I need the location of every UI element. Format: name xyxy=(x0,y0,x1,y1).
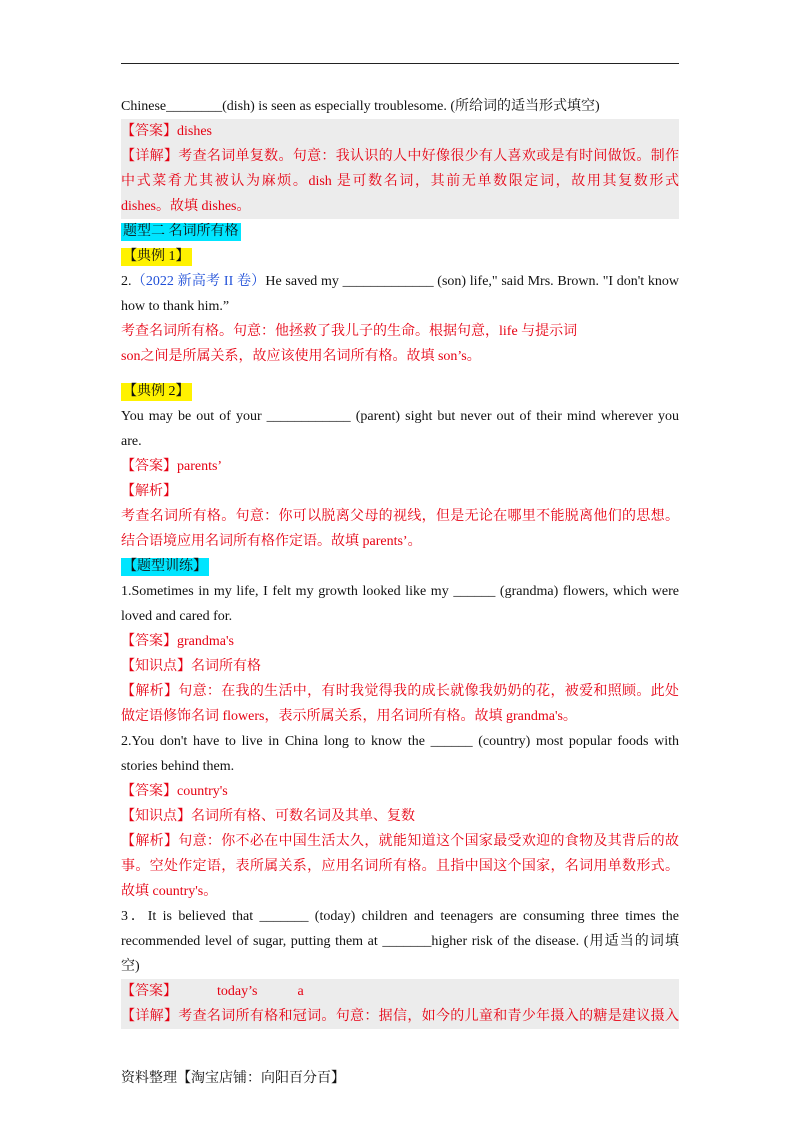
question-text: stories behind them. xyxy=(121,759,235,774)
answer-block xyxy=(121,119,679,219)
detail-line: 【详解】考查名词单复数。句意：我认识的人中好像很少有人喜欢或是有时间做饭。制作 xyxy=(121,149,679,164)
answer-block xyxy=(121,979,679,1029)
question-text: 2.（2022 新高考 II 卷）He saved my _____________ (son) life," said Mrs. Brown. "I don't know xyxy=(121,274,680,289)
question-text: loved and cared for. xyxy=(121,609,233,624)
analysis-line: son之间是所属关系，故应该使用名词所有格。故填 son’s。 xyxy=(121,349,481,364)
example-heading: 【典例 2】 xyxy=(123,384,190,399)
analysis-line: 事。空处作定语，表所属关系，应用名词所有格。且指中国这个国家，名词用单数形式。 xyxy=(121,859,679,874)
training-heading: 【题型训练】 xyxy=(123,559,207,574)
question-text: 2.You don't have to live in China long to know the ______ (country) most popular foods with xyxy=(121,734,679,749)
question-text: are. xyxy=(121,434,142,449)
analysis-line: 考查名词所有格。句意：他拯救了我儿子的生命。根据句意，life 与提示词 xyxy=(121,324,578,339)
analysis-label: 【解析】 xyxy=(121,484,177,499)
section-title: 题型二 名词所有格 xyxy=(123,224,239,239)
analysis-line: 结合语境应用名词所有格作定语。故填 parents’。 xyxy=(121,534,422,549)
detail-line: dishes。故填 dishes。 xyxy=(121,199,251,214)
question-text: Chinese________(dish) is seen as especially troublesome. (所给词的适当形式填空) xyxy=(121,99,600,114)
page-footer: 资料整理【淘宝店铺：向阳百分百】 xyxy=(121,1071,345,1086)
answer-line: 【答案】grandma's xyxy=(121,634,234,649)
analysis-line: 故填 country's。 xyxy=(121,884,218,899)
analysis-line: 【解析】句意：在我的生活中，有时我觉得我的成长就像我奶奶的花，被爱和照顾。此处 xyxy=(121,684,679,699)
page-content xyxy=(121,94,679,1029)
question-text: recommended level of sugar, putting them at _______higher risk of the disease. (用适当的词填 xyxy=(121,934,679,949)
header-rule xyxy=(121,63,679,64)
answer-line: 【答案】 today’s a xyxy=(121,984,304,999)
knowledge-point: 【知识点】名词所有格、可数名词及其单、复数 xyxy=(121,809,415,824)
example-heading: 【典例 1】 xyxy=(123,249,190,264)
analysis-line: 【解析】句意：你不必在中国生活太久，就能知道这个国家最受欢迎的食物及其背后的故 xyxy=(121,834,679,849)
detail-line: 中式菜肴尤其被认为麻烦。dish 是可数名词，其前无单数限定词，故用其复数形式 xyxy=(121,174,679,189)
knowledge-point: 【知识点】名词所有格 xyxy=(121,659,261,674)
question-text: 空) xyxy=(121,959,140,974)
question-text: You may be out of your ____________ (parent) sight but never out of their mind wherever you xyxy=(121,409,679,424)
detail-line: 【详解】考查名词所有格和冠词。句意：据信，如今的儿童和青少年摄入的糖是建议摄入 xyxy=(121,1009,679,1024)
question-source: （2022 新高考 II 卷） xyxy=(131,274,266,289)
analysis-line: 做定语修饰名词 flowers，表示所属关系，用名词所有格。故填 grandma's。 xyxy=(121,709,577,724)
answer-line: 【答案】country's xyxy=(121,784,228,799)
question-text: how to thank him.” xyxy=(121,299,230,314)
answer-line: 【答案】dishes xyxy=(121,124,212,139)
analysis-line: 考查名词所有格。句意：你可以脱离父母的视线，但是无论在哪里不能脱离他们的思想。 xyxy=(121,509,679,524)
answer-line: 【答案】parents’ xyxy=(121,459,223,474)
question-text: 3．It is believed that _______ (today) children and teenagers are consuming three times the xyxy=(121,909,679,924)
question-text: 1.Sometimes in my life, I felt my growth looked like my ______ (grandma) flowers, which were xyxy=(121,584,679,599)
section-heading xyxy=(121,219,679,244)
